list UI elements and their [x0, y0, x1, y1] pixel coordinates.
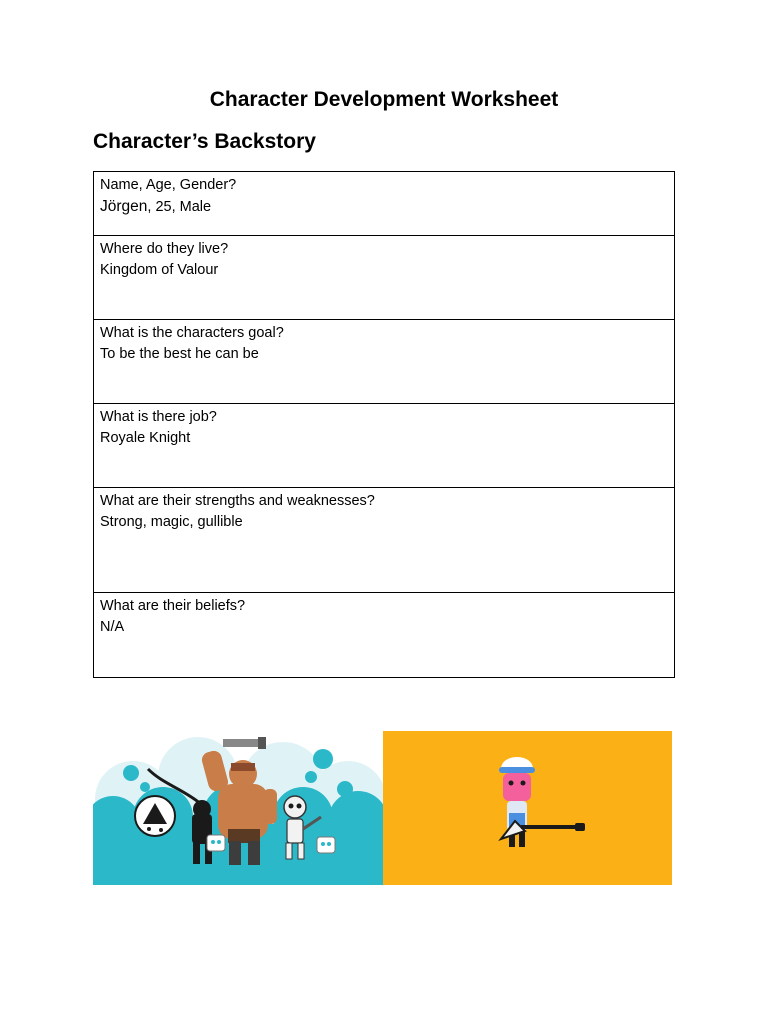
question-label: Where do they live? — [100, 241, 229, 257]
robot-small-right — [317, 837, 335, 853]
question-label: What is there job? — [100, 409, 217, 425]
question-label: Name, Age, Gender? — [100, 177, 237, 193]
answer-text: Royale Knight — [100, 430, 191, 446]
answer-text: Strong, magic, gullible — [100, 514, 243, 530]
question-label: What are their beliefs? — [100, 598, 246, 614]
table-cell — [94, 488, 675, 593]
answer-text: To be the best he can be — [100, 346, 259, 362]
table-row — [94, 320, 675, 404]
table-cell — [94, 320, 675, 404]
question-label: What is the characters goal? — [100, 325, 284, 341]
table-row — [94, 236, 675, 320]
table-cell — [94, 172, 675, 236]
page-title: Character Development Worksheet — [209, 88, 559, 111]
backstory-table — [93, 171, 675, 678]
table-cell — [94, 236, 675, 320]
table-row — [94, 593, 675, 678]
section-heading: Character’s Backstory — [93, 130, 316, 153]
answer-details: , 25, Male — [147, 199, 212, 215]
characters-group-illustration — [93, 729, 383, 885]
table-row — [94, 404, 675, 488]
guitarist-character-illustration — [383, 731, 672, 885]
inkscape-logo-icon — [135, 796, 175, 836]
illustration-background — [383, 731, 672, 885]
robot-small-left — [207, 835, 225, 851]
table-row — [94, 172, 675, 236]
answer-text — [100, 196, 668, 218]
answer-text: Kingdom of Valour — [100, 262, 219, 278]
table-row — [94, 488, 675, 593]
question-label: What are their strengths and weaknesses? — [100, 493, 375, 509]
table-cell — [94, 404, 675, 488]
table-cell — [94, 593, 675, 678]
answer-name: Jörgen — [100, 198, 148, 215]
answer-text: N/A — [100, 619, 125, 635]
